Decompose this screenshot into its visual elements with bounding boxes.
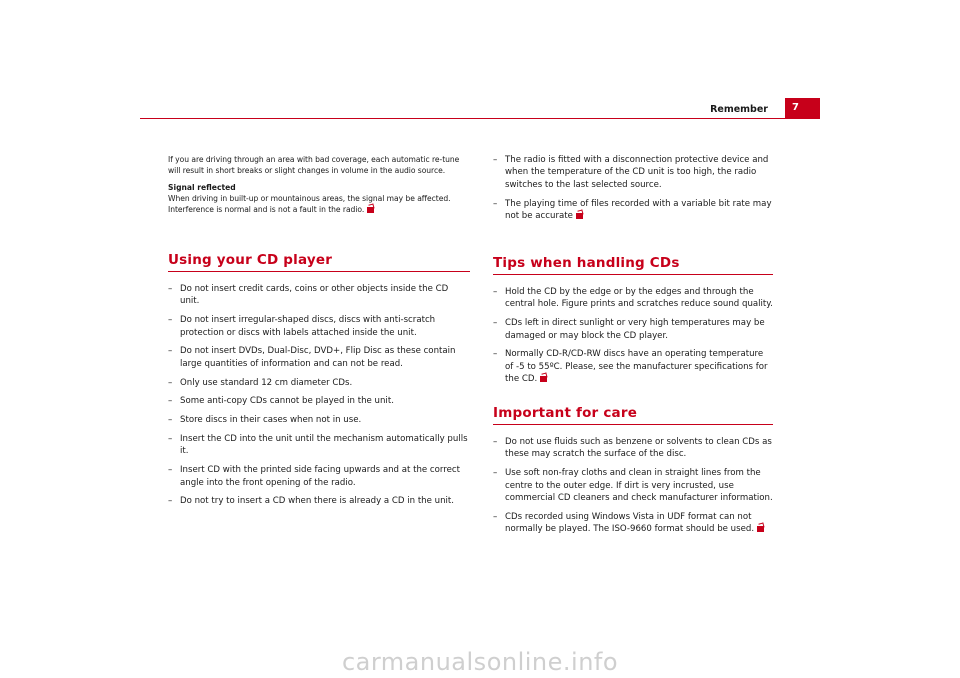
list-item: – Use soft non-fray cloths and clean in straight lines from the centre to the outer edge. If dirt is very incrusted, use commercial CD cleaners and check manufacturer information. <box>493 468 773 504</box>
list-item: – Some anti-copy CDs cannot be played in the unit. <box>168 396 394 407</box>
section-title-tips: Tips when handling CDs <box>493 255 773 275</box>
cd-section <box>168 252 470 514</box>
list-item: – Do not insert irregular-shaped discs, discs with anti-scratch protection or discs with labels attached inside the unit. <box>168 315 436 338</box>
list-item: – Hold the CD by the edge or by the edges and through the central hole. Figure prints and scratches reduce sound quality. <box>493 287 773 310</box>
care-section <box>493 405 773 542</box>
end-of-section-icon <box>367 207 374 213</box>
end-of-section-icon <box>757 526 764 532</box>
tips-section <box>493 255 773 392</box>
list-item: – Do not insert DVDs, Dual-Disc, DVD+, Flip Disc as these contain large quantities of information and can not be read. <box>168 346 456 369</box>
list-item: – CDs left in direct sunlight or very high temperatures may be damaged or may block the CD player. <box>493 318 765 341</box>
left-column <box>168 154 468 221</box>
section-title-cd-player: Using your CD player <box>168 252 470 272</box>
list-item: – Do not try to insert a CD when there is already a CD in the unit. <box>168 496 455 507</box>
list-item: – Do not use fluids such as benzene or solvents to clean CDs as these may scratch the surface of the disc. <box>493 437 772 460</box>
care-list <box>493 436 773 536</box>
list-item: – Normally CD-R/CD-RW discs have an operating temperature of -5 to 55ºC. Please, see the manufacturer specifications for the CD. <box>493 349 768 385</box>
continued-list <box>493 154 773 222</box>
header-title: Remember <box>710 104 768 115</box>
cd-player-list <box>168 283 470 508</box>
header-rule <box>140 118 820 119</box>
end-of-section-icon <box>576 213 583 219</box>
watermark: carmanualsonline.info <box>341 648 619 676</box>
list-item: – Store discs in their cases when not in use. <box>168 415 362 426</box>
section-title-care: Important for care <box>493 405 773 425</box>
intro-paragraph: If you are driving through an area with bad coverage, each automatic re-tune will result in short breaks or slight changes in volume in the audio source. <box>168 155 460 175</box>
list-item: – Insert CD with the printed side facing upwards and at the correct angle into the front opening of the radio. <box>168 465 461 488</box>
list-item: – The radio is fitted with a disconnection protective device and when the temperature of the CD unit is too high, the radio switches to the last selected source. <box>493 155 769 190</box>
list-item: – Insert the CD into the unit until the mechanism automatically pulls it. <box>168 434 468 457</box>
list-item: – Only use standard 12 cm diameter CDs. <box>168 377 353 388</box>
list-item: – CDs recorded using Windows Vista in UDF format can not normally be played. The ISO-9660 format should be used. <box>493 511 773 536</box>
signal-heading: Signal reflected <box>168 183 236 192</box>
tips-list <box>493 286 773 386</box>
page-number: 7 <box>785 98 820 119</box>
continued-section <box>493 154 773 229</box>
list-item: – Do not insert credit cards, coins or other objects inside the CD unit. <box>168 284 449 307</box>
signal-paragraph: When driving in built-up or mountainous areas, the signal may be affected. Interference is normal and is not a fault in the radio. <box>168 194 451 214</box>
end-of-section-icon <box>540 376 547 382</box>
list-item: – The playing time of files recorded with a variable bit rate may not be accurate <box>493 198 772 222</box>
